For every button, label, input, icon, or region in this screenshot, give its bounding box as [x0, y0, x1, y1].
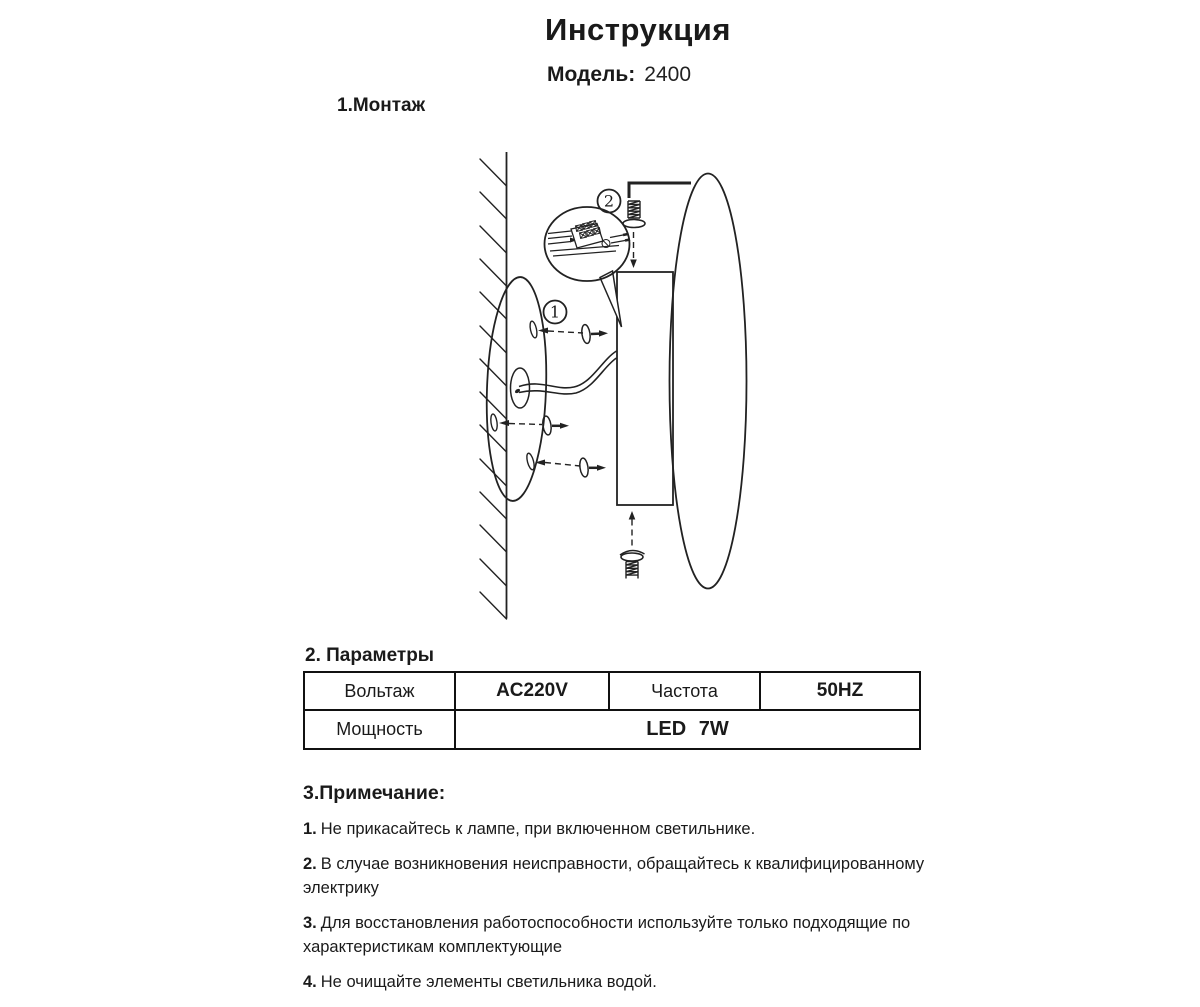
- note-text: Не прикасайтесь к лампе, при включенном светильнике.: [321, 820, 755, 838]
- table-row-voltage-frequency: [305, 673, 919, 711]
- frequency-value-cell: 50HZ: [761, 673, 919, 709]
- step-1-marker: [544, 301, 567, 324]
- screw-hole-top: [529, 321, 538, 339]
- note-item: [303, 971, 927, 994]
- section-heading-params: 2. Параметры: [305, 645, 434, 667]
- note-text: Для восстановления работоспособности используйте только подходящие по характеристикам комплектующие: [303, 914, 910, 955]
- bottom-screw-icon: [620, 550, 645, 578]
- screw-icon-bottom: [579, 458, 606, 478]
- power-wire: [519, 351, 617, 394]
- montage-diagram: [420, 130, 820, 640]
- guide-arrow-middle: [499, 420, 542, 426]
- screw-hole-bottom: [525, 453, 535, 471]
- screw-hole-middle: [490, 414, 498, 432]
- model-line: [547, 63, 691, 87]
- down-arrowhead: [630, 260, 637, 269]
- voltage-label-cell: Вольтаж: [305, 673, 456, 709]
- note-number: 4.: [303, 973, 317, 991]
- mounting-plate-body: [483, 276, 550, 502]
- callout-tail: [600, 271, 622, 327]
- terminal-block: [548, 221, 630, 256]
- note-number: 1.: [303, 820, 317, 838]
- note-item: [303, 853, 927, 900]
- note-number: 3.: [303, 914, 317, 932]
- guide-arrow-bottom: [535, 460, 580, 467]
- parameters-table: [303, 671, 921, 750]
- frequency-label-cell: Частота: [610, 673, 761, 709]
- plate-screws: [542, 324, 608, 477]
- table-row-power: [305, 711, 919, 748]
- section-heading-notes: 3.Примечание:: [303, 782, 445, 805]
- model-label: Модель:: [547, 63, 635, 86]
- cable-hub: [511, 368, 530, 408]
- note-number: 2.: [303, 855, 317, 873]
- note-text: Не очищайте элементы светильника водой.: [321, 973, 657, 991]
- step-1-label: 1: [550, 303, 560, 322]
- step-2-marker: [598, 190, 621, 213]
- power-label-cell: Мощность: [305, 711, 456, 748]
- cable-grommet: [514, 388, 521, 394]
- mounting-bracket: [617, 272, 673, 505]
- section-heading-montage: 1.Монтаж: [337, 95, 425, 117]
- model-value: 2400: [644, 63, 691, 86]
- power-value-cell: LED 7W: [456, 711, 919, 748]
- top-screw-icon: [623, 201, 645, 228]
- mounting-plate: [483, 276, 550, 502]
- note-text: В случае возникновения неисправности, обращайтесь к квалифицированному электрику: [303, 855, 924, 896]
- screw-icon-top: [581, 324, 608, 344]
- top-screw-assembly: [623, 183, 691, 268]
- bottom-screw-assembly: [620, 511, 645, 579]
- note-item: [303, 912, 927, 959]
- wall-hatching: [480, 159, 507, 619]
- wall: [480, 152, 507, 619]
- lamp-shade: [670, 174, 747, 589]
- voltage-value-cell: AC220V: [456, 673, 610, 709]
- page-title: Инструкция: [0, 12, 1200, 48]
- notes-list: [303, 818, 927, 1007]
- step-2-label: 2: [604, 192, 614, 211]
- note-item: [303, 818, 927, 841]
- screw-icon-middle: [542, 416, 569, 436]
- corner-bracket-line: [629, 183, 691, 198]
- up-arrowhead: [629, 511, 636, 520]
